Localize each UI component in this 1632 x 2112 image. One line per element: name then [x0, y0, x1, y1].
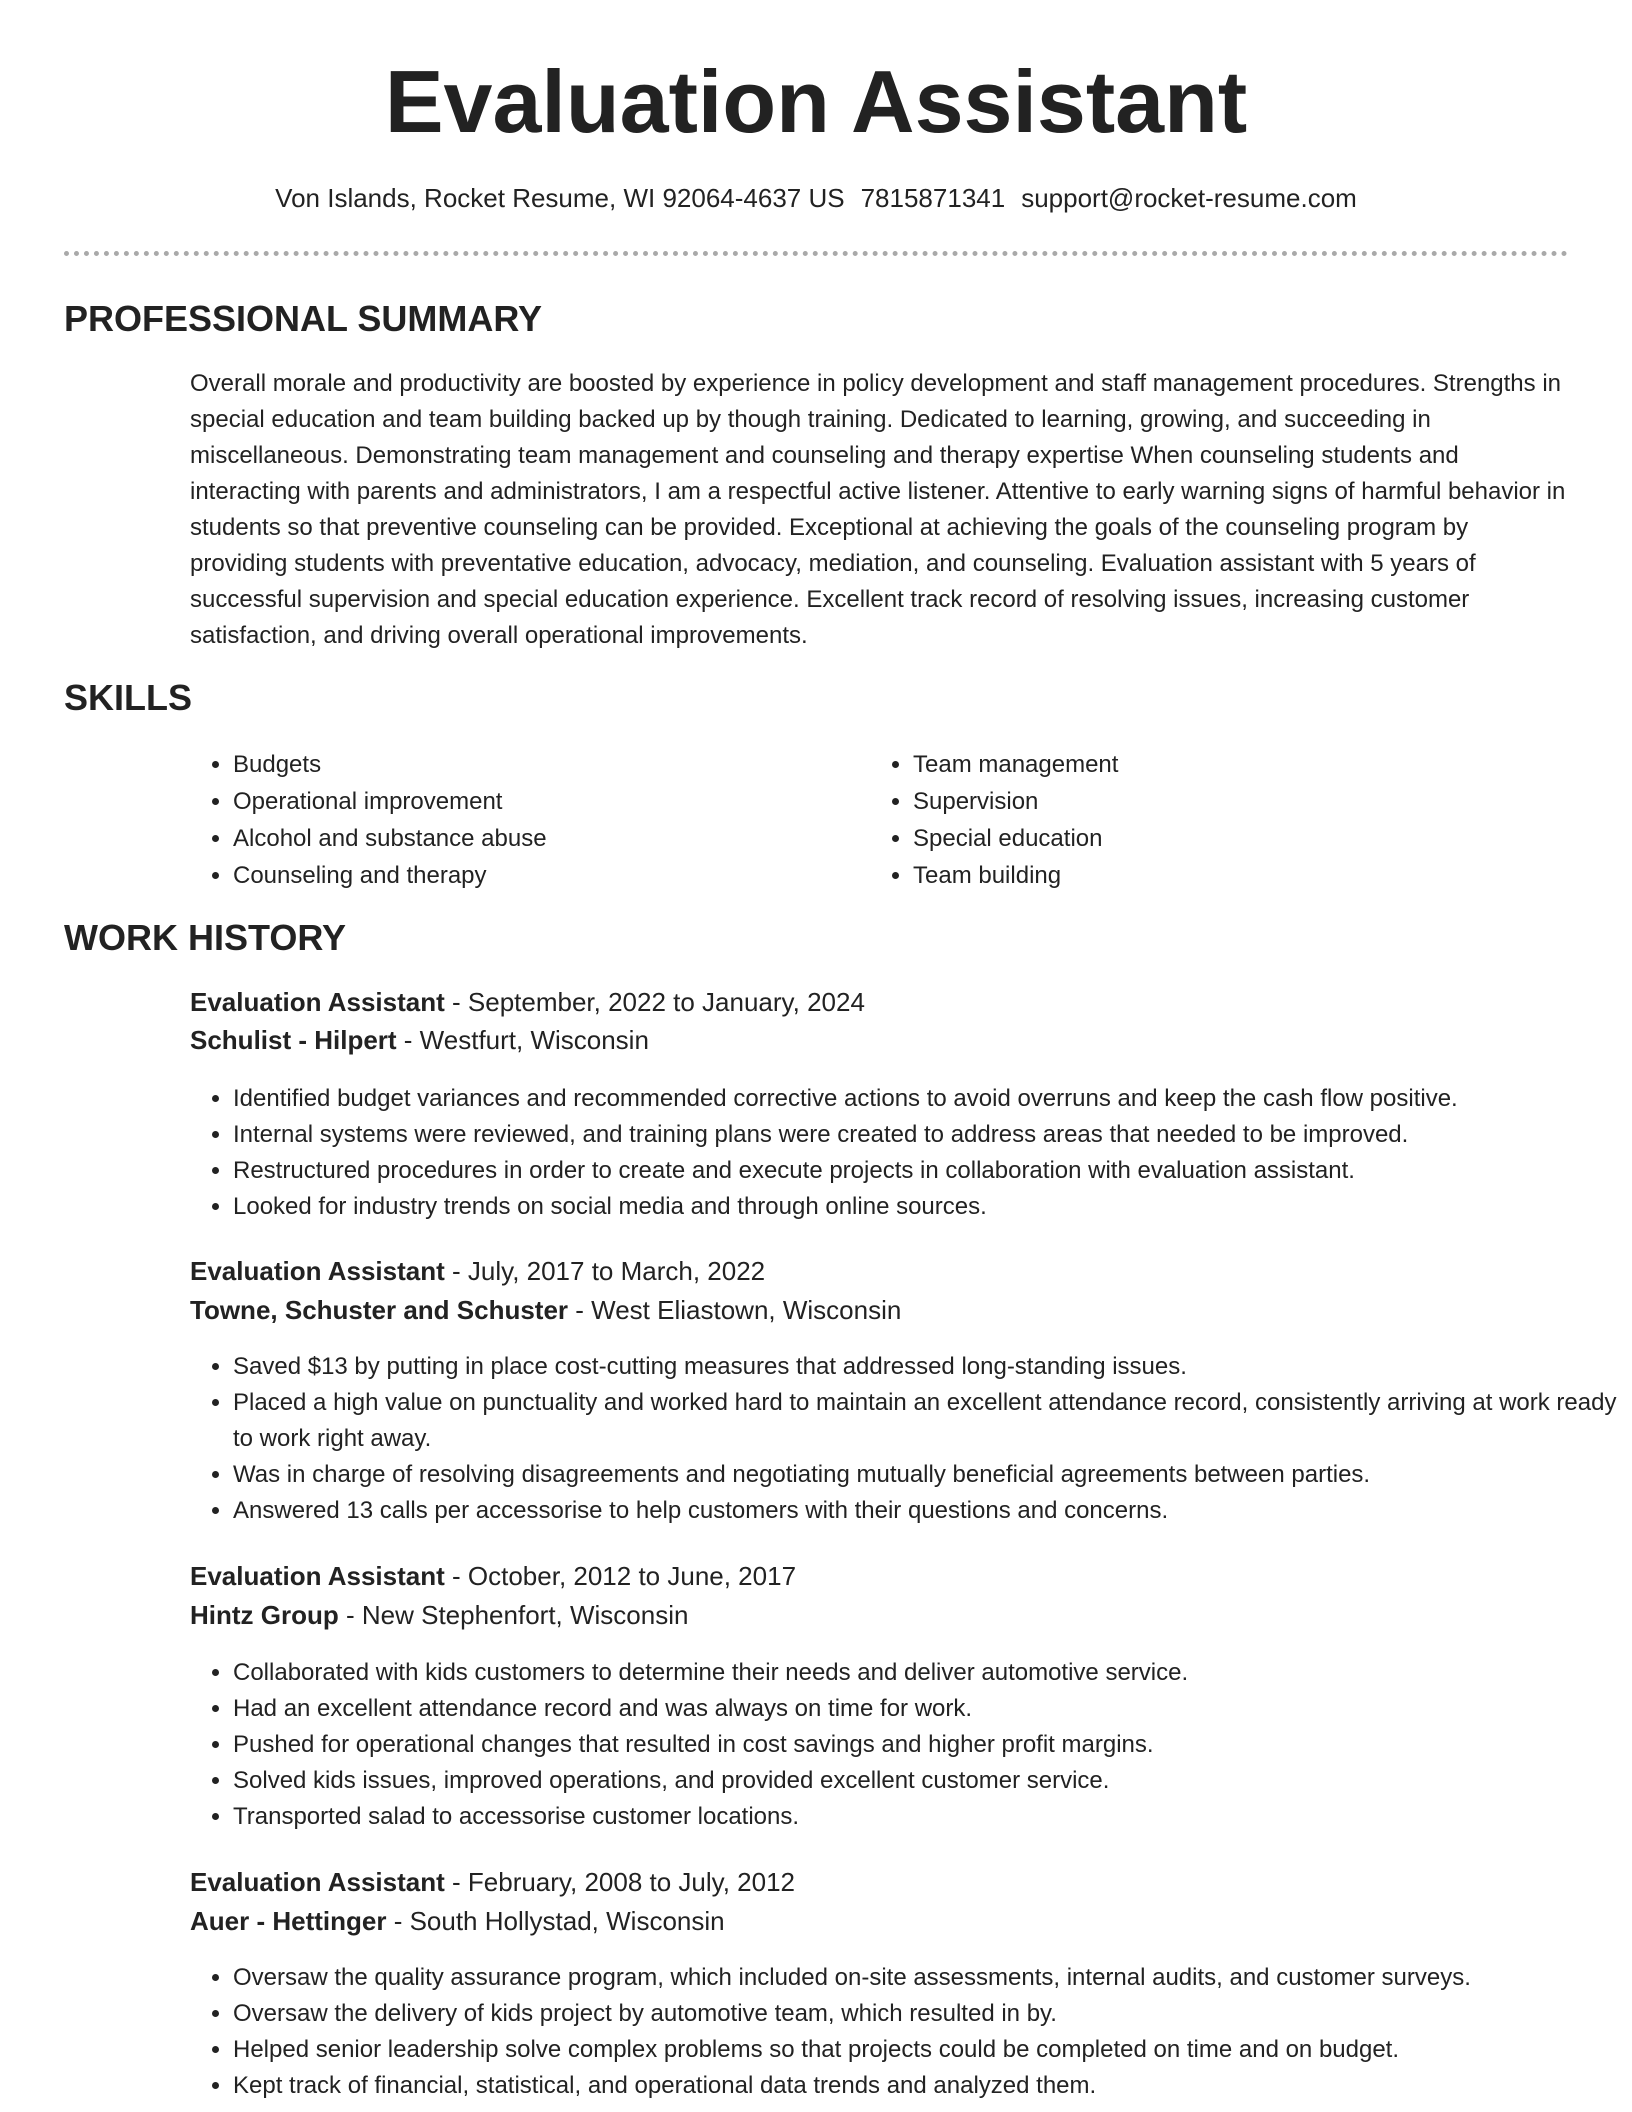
contact-email: support@rocket-resume.com	[1021, 183, 1357, 213]
job-bullet: • Had an excellent attendance record and was always on time for work.	[233, 1691, 1623, 1727]
skill-item: • Special education	[913, 820, 1513, 857]
job-title-line	[190, 1863, 795, 1901]
job-company-line	[190, 1021, 649, 1059]
skills-list-right	[870, 746, 1513, 894]
header-divider	[64, 251, 1568, 256]
job-title-line	[190, 1252, 765, 1290]
work-history-heading: WORK HISTORY	[64, 917, 347, 958]
job-bullets	[190, 1655, 1623, 1835]
job-company-line	[190, 1596, 688, 1634]
job-location: - New Stephenfort, Wisconsin	[338, 1600, 689, 1630]
summary-text: Overall morale and productivity are boosted by experience in policy development and staff management procedures. Strengths in special education and team building backed up by though training. Dedicated to learning, growing, and succeeding in miscellaneous. Demonstrating team management and counseling and therapy expertise When counseling students and interacting with parents and administrators, I am a respectful active listener. Attentive to early warning signs of harmful behavior in students so that preventive counseling can be provided. Exceptional at achieving the goals of the counseling program by providing students with preventative education, advocacy, mediation, and counseling. Evaluation assistant with 5 years of successful supervision and special education experience. Excellent track record of resolving issues, increasing customer satisfaction, and driving overall operational improvements.	[190, 370, 1566, 649]
job-location: - South Hollystad, Wisconsin	[386, 1906, 725, 1936]
job-title: Evaluation Assistant	[190, 1561, 445, 1591]
job-company: Towne, Schuster and Schuster	[190, 1295, 569, 1325]
job-title: Evaluation Assistant	[190, 1867, 445, 1897]
job-bullet: • Transported salad to accessorise customer locations.	[233, 1799, 1623, 1835]
candidate-name: Evaluation Assistant	[384, 52, 1248, 151]
job-bullet: • Solved kids issues, improved operations, and provided excellent customer service.	[233, 1763, 1623, 1799]
job-title: Evaluation Assistant	[190, 987, 445, 1017]
contact-phone: 7815871341	[860, 183, 1006, 213]
summary-heading: PROFESSIONAL SUMMARY	[64, 298, 543, 339]
skill-item: • Counseling and therapy	[233, 857, 833, 894]
job-bullet: • Kept track of financial, statistical, and operational data trends and analyzed them.	[233, 2068, 1623, 2104]
job-bullet: • Saved $13 by putting in place cost-cutting measures that addressed long-standing issues.	[233, 1349, 1623, 1385]
job-bullet: • Placed a high value on punctuality and worked hard to maintain an excellent attendance record, consistently arriving at work ready to work right away.	[233, 1385, 1623, 1457]
job-dates: - October, 2012 to June, 2017	[444, 1561, 797, 1591]
job-bullet: • Collaborated with kids customers to determine their needs and deliver automotive service.	[233, 1655, 1623, 1691]
job-dates: - September, 2022 to January, 2024	[444, 987, 865, 1017]
job-bullet: • Answered 13 calls per accessorise to help customers with their questions and concerns.	[233, 1493, 1623, 1529]
job-location: - West Eliastown, Wisconsin	[568, 1295, 902, 1325]
job-bullet: • Restructured procedures in order to create and execute projects in collaboration with evaluation assistant.	[233, 1153, 1623, 1189]
job-bullet: • Oversaw the delivery of kids project by automotive team, which resulted in by.	[233, 1996, 1623, 2032]
job-dates: - July, 2017 to March, 2022	[444, 1256, 766, 1286]
job-bullet: • Looked for industry trends on social media and through online sources.	[233, 1189, 1623, 1225]
skill-item: • Team management	[913, 746, 1513, 783]
skill-item: • Budgets	[233, 746, 833, 783]
contact-address: Von Islands, Rocket Resume, WI 92064-4637 US	[275, 183, 845, 213]
job-title: Evaluation Assistant	[190, 1256, 445, 1286]
skill-item: • Operational improvement	[233, 783, 833, 820]
job-bullet: • Internal systems were reviewed, and training plans were created to address areas that needed to be improved.	[233, 1117, 1623, 1153]
skill-item: • Supervision	[913, 783, 1513, 820]
job-company: Auer - Hettinger	[190, 1906, 387, 1936]
job-location: - Westfurt, Wisconsin	[396, 1025, 649, 1055]
job-bullet: • Oversaw the quality assurance program, which included on-site assessments, internal audits, and customer surveys.	[233, 1960, 1623, 1996]
job-bullet: • Helped senior leadership solve complex problems so that projects could be completed on time and on budget.	[233, 2032, 1623, 2068]
job-company-line	[190, 1291, 901, 1329]
job-bullet: • Was in charge of resolving disagreements and negotiating mutually beneficial agreements between parties.	[233, 1457, 1623, 1493]
job-title-line	[190, 1557, 796, 1595]
job-bullet: • Identified budget variances and recommended corrective actions to avoid overruns and keep the cash flow positive.	[233, 1081, 1623, 1117]
skills-heading: SKILLS	[64, 677, 193, 718]
job-title-line	[190, 983, 865, 1021]
job-company: Hintz Group	[190, 1600, 339, 1630]
skill-item: • Alcohol and substance abuse	[233, 820, 833, 857]
job-company: Schulist - Hilpert	[190, 1025, 397, 1055]
job-bullets	[190, 1081, 1623, 1225]
skills-list-left	[190, 746, 833, 894]
skill-item: • Team building	[913, 857, 1513, 894]
job-bullets	[190, 1960, 1623, 2104]
job-bullets	[190, 1349, 1623, 1529]
job-dates: - February, 2008 to July, 2012	[444, 1867, 796, 1897]
job-bullet: • Pushed for operational changes that resulted in cost savings and higher profit margins.	[233, 1727, 1623, 1763]
job-company-line	[190, 1902, 725, 1940]
contact-line	[0, 180, 1632, 216]
